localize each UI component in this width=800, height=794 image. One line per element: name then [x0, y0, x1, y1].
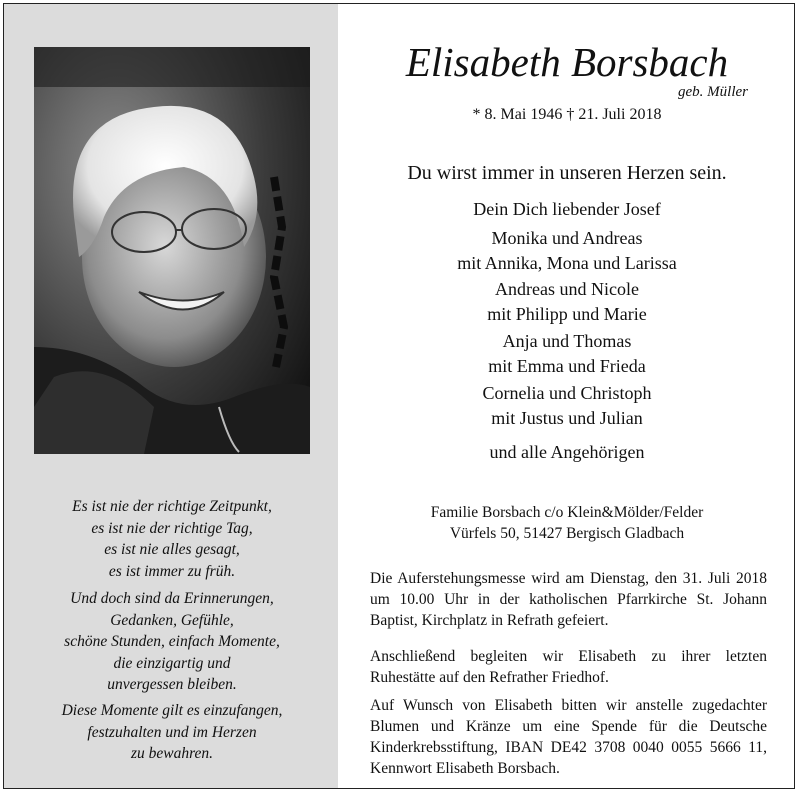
poem-line: Und doch sind da Erinnerungen,: [70, 590, 274, 607]
family-group-3: [340, 329, 794, 379]
poem-line: Es ist nie der richtige Zeitpunkt,: [72, 498, 272, 515]
family-group-2: [340, 277, 794, 327]
contact-address: [340, 502, 794, 544]
family-group-4: [340, 381, 794, 431]
family-line: und alle Angehörigen: [489, 442, 645, 462]
deceased-name: Elisabeth Borsbach: [405, 39, 729, 85]
portrait-photo: [34, 47, 310, 454]
poem-line: Gedanken, Gefühle,: [110, 611, 234, 629]
poem-verse-1: [34, 496, 310, 582]
poem-line: es ist immer zu früh.: [108, 562, 236, 580]
poem-line: zu bewahren.: [130, 745, 214, 762]
address-line: Familie Borsbach c/o Klein&Mölder/Felder: [430, 504, 704, 521]
poem-verse-2: [34, 588, 310, 696]
life-dates: * 8. Mai 1946 † 21. Juli 2018: [472, 106, 662, 123]
poem-line: schöne Stunden, einfach Momente,: [64, 633, 280, 650]
family-line: mit Emma und Frieda: [488, 356, 646, 376]
family-line: Monika und Andreas: [491, 228, 643, 248]
donation-paragraph: Auf Wunsch von Elisabeth bitten wir anstelle zugedachter Blumen und Kränze um eine Spende für die Deutsche Kinderkrebsstiftung, IBAN DE42 3708 0040 0055 5666 11, Kennwort Elisabeth Borsbach.: [370, 697, 767, 777]
poem-line: die einzigartig und: [113, 654, 231, 672]
family-group-1: [340, 226, 794, 276]
family-line: mit Justus und Julian: [491, 408, 643, 428]
family-line: mit Philipp und Marie: [487, 304, 647, 324]
family-spouse: [340, 197, 794, 222]
poem-line: festzuhalten und im Herzen: [87, 723, 257, 741]
motto: Du wirst immer in unseren Herzen sein.: [407, 162, 727, 184]
address-line: Vürfels 50, 51427 Bergisch Gladbach: [449, 525, 685, 542]
funeral-mass-paragraph: Die Auferstehungsmesse wird am Dienstag, den 31. Juli 2018 um 10.00 Uhr in der katholischen Pfarrkirche St. Johann Baptist, Kirchplatz in Refrath gefeiert.: [370, 570, 767, 629]
family-line: Andreas und Nicole: [495, 279, 639, 299]
family-line: Cornelia und Christoph: [482, 383, 652, 403]
poem-line: es ist nie alles gesagt,: [104, 541, 240, 558]
burial-paragraph: Anschließend begleiten wir Elisabeth zu ihrer letzten Ruhestätte auf den Refrather Friedhof.: [370, 648, 767, 686]
family-line: Dein Dich liebender Josef: [473, 199, 661, 219]
poem-line: unvergessen bleiben.: [107, 676, 237, 693]
poem-line: Diese Momente gilt es einzufangen,: [61, 702, 283, 719]
family-others: [340, 440, 794, 465]
maiden-name: geb. Müller: [678, 84, 748, 100]
family-line: Anja und Thomas: [502, 331, 632, 351]
right-panel: [340, 4, 794, 788]
family-line: mit Annika, Mona und Larissa: [457, 253, 677, 273]
poem-line: es ist nie der richtige Tag,: [91, 519, 253, 537]
poem-verse-3: [34, 700, 310, 765]
